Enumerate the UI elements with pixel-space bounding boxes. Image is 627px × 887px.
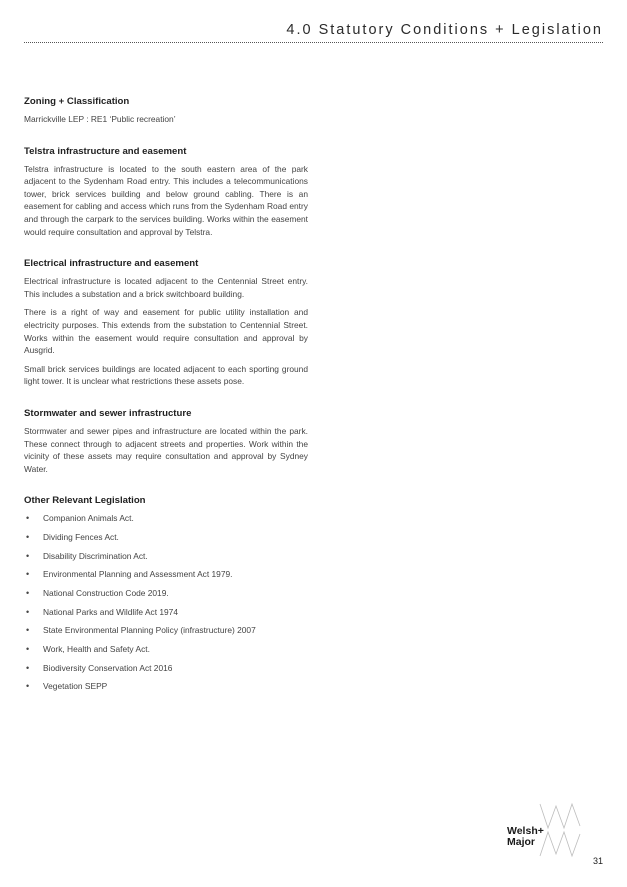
list-item <box>24 680 308 692</box>
list-item <box>24 587 308 599</box>
bullet-icon: • <box>26 625 30 636</box>
bullet-icon: • <box>26 569 30 580</box>
section-telstra <box>24 146 308 239</box>
list-item <box>24 568 308 580</box>
list-item-text: Biodiversity Conservation Act 2016 <box>43 662 173 673</box>
section-stormwater <box>24 408 308 475</box>
section-heading: Zoning + Classification <box>24 96 130 107</box>
list-item-text: Environmental Planning and Assessment Act 1979. <box>43 569 233 580</box>
list-item-text: Work, Health and Safety Act. <box>43 644 150 655</box>
section-paragraph: There is a right of way and easement for public utility installation and electricity purposes. This extends from the substation to Centennial Street. Works within the easement would require consultation and approval by Ausgrid. <box>24 307 308 356</box>
main-content <box>24 96 308 712</box>
list-item-text: Companion Animals Act. <box>43 513 134 524</box>
list-item-text: Dividing Fences Act. <box>43 531 119 542</box>
section-paragraph: Marrickville LEP : RE1 ‘Public recreation’ <box>24 114 176 124</box>
logo-line-1: Welsh+ <box>507 825 544 837</box>
bullet-icon: • <box>26 588 30 599</box>
section-heading: Telstra infrastructure and easement <box>24 145 187 157</box>
list-item <box>24 550 308 562</box>
list-item <box>24 643 308 655</box>
bullet-icon: • <box>26 662 30 673</box>
section-paragraph: Stormwater and sewer pipes and infrastructure are located within the park. These connect through to adjacent streets and properties. Work within the vicinity of these assets may require consultation and approval by Sydney Water. <box>24 425 308 474</box>
section-heading: Stormwater and sewer infrastructure <box>24 407 192 419</box>
logo-line-2: Major <box>507 836 536 848</box>
section-paragraph: Small brick services buildings are located adjacent to each sporting ground light tower. It is unclear what restrictions these assets pose. <box>24 363 308 387</box>
page-title: 4.0 Statutory Conditions + Legislation <box>286 22 603 38</box>
list-item-text: State Environmental Planning Policy (infrastructure) 2007 <box>43 625 256 636</box>
welsh-major-logo <box>504 802 582 858</box>
logo-mark-icon <box>538 802 582 858</box>
list-item-text: National Construction Code 2019. <box>43 588 169 599</box>
bullet-icon: • <box>26 513 30 524</box>
bullet-icon: • <box>26 550 30 561</box>
list-item <box>24 531 308 543</box>
section-paragraph: Electrical infrastructure is located adjacent to the Centennial Street entry. This includes a substation and a brick switchboard building. <box>24 276 308 299</box>
section-other-legislation <box>24 495 308 692</box>
header-divider <box>24 42 603 43</box>
bullet-icon: • <box>26 681 30 692</box>
section-heading: Other Relevant Legislation <box>24 495 146 507</box>
section-heading: Electrical infrastructure and easement <box>24 258 199 270</box>
section-zoning <box>24 96 308 126</box>
list-item <box>24 606 308 618</box>
bullet-icon: • <box>26 644 30 655</box>
list-item-text: National Parks and Wildlife Act 1974 <box>43 606 179 617</box>
bullet-icon: • <box>26 531 30 542</box>
list-item <box>24 624 308 636</box>
list-item <box>24 512 308 524</box>
page-number: 31 <box>592 856 603 866</box>
list-item-text: Disability Discrimination Act. <box>43 550 148 561</box>
section-electrical <box>24 258 308 388</box>
list-item <box>24 662 308 674</box>
legislation-list <box>24 512 308 692</box>
bullet-icon: • <box>26 606 30 617</box>
list-item-text: Vegetation SEPP <box>43 681 108 692</box>
section-paragraph: Telstra infrastructure is located to the south eastern area of the park adjacent to the Sydenham Road entry. This includes a telecommunications tower, brick services building and below ground cabling. There is an easement for cabling and access which runs from the Sydenham Road entry and through the carpark to the services building. Works within the easement would require consultation and approval by Telstra. <box>24 163 308 237</box>
logo-wordmark <box>507 826 544 848</box>
